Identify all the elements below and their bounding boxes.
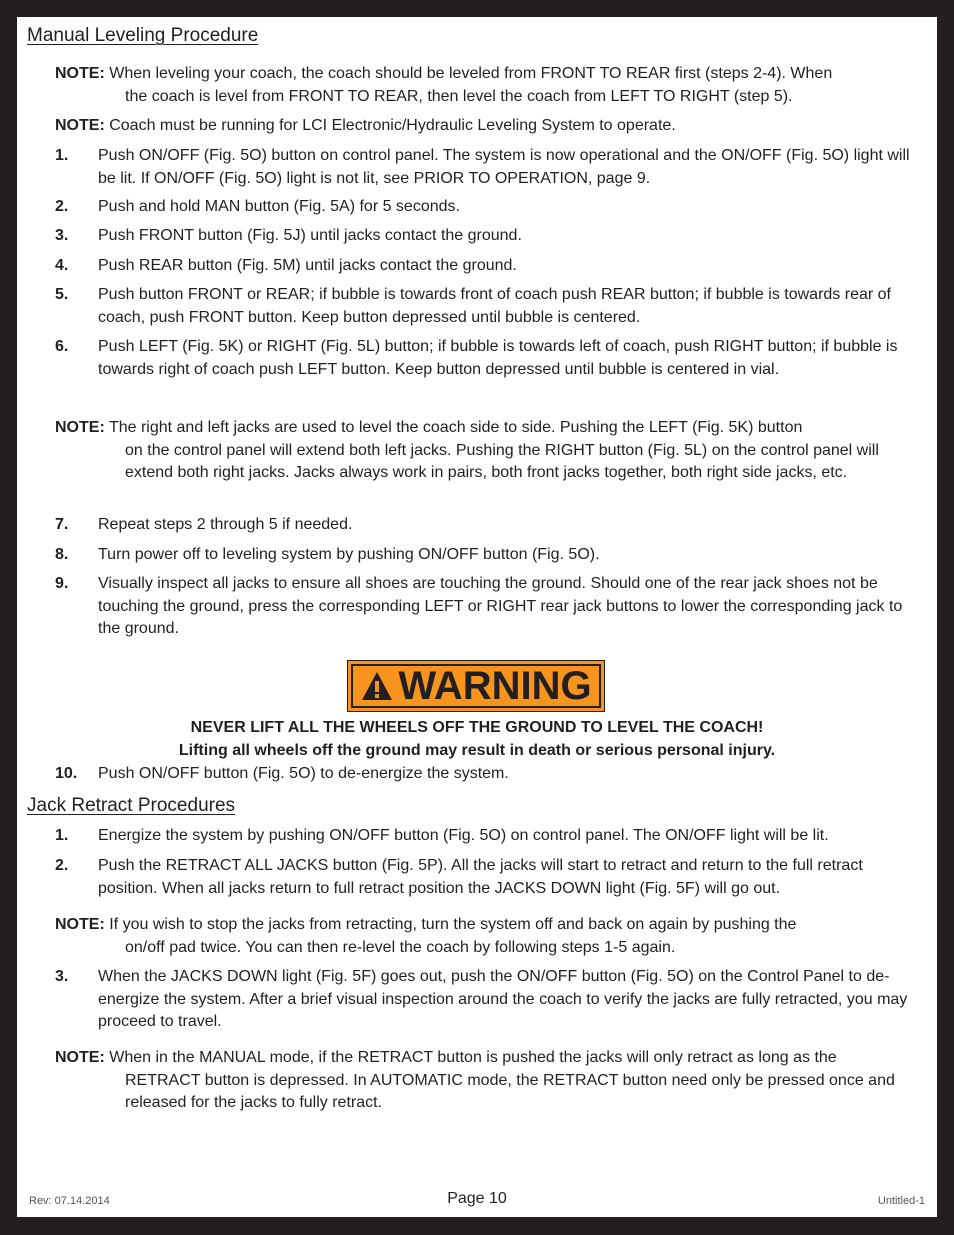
step-number: 4. bbox=[55, 257, 69, 274]
step-item bbox=[55, 966, 915, 1034]
step-text: Push ON/OFF (Fig. 5O) button on control panel. The system is now operational and the ON/OFF (Fig. 5O) light will be lit. If ON/OFF (Fig. 5O) light is not lit, see PRIOR TO OPERATION, page 9. bbox=[98, 147, 910, 187]
step-item bbox=[55, 145, 915, 190]
step-number: 8. bbox=[55, 546, 69, 563]
step-item bbox=[55, 284, 915, 329]
note-text: When in the MANUAL mode, if the RETRACT button is pushed the jacks will only retract as long as the bbox=[109, 1049, 837, 1066]
note-text: Coach must be running for LCI Electronic/Hydraulic Leveling System to operate. bbox=[104, 117, 676, 134]
note-stop-retracting bbox=[55, 914, 905, 959]
step-number: 3. bbox=[55, 968, 69, 985]
step-item bbox=[55, 855, 915, 900]
step-text: Push FRONT button (Fig. 5J) until jacks contact the ground. bbox=[98, 227, 522, 244]
step-number: 10. bbox=[55, 765, 78, 782]
step-text: Turn power off to leveling system by pushing ON/OFF button (Fig. 5O). bbox=[98, 546, 600, 563]
step-number: 9. bbox=[55, 575, 69, 592]
step-item bbox=[55, 196, 915, 219]
note-label: NOTE: bbox=[55, 916, 105, 933]
footer-filename: Untitled-1 bbox=[877, 1195, 925, 1207]
note-text: When leveling your coach, the coach should be leveled from FRONT TO REAR first (steps 2-4). When bbox=[109, 65, 833, 82]
note-label: NOTE: bbox=[55, 419, 105, 436]
note-left-right-jacks bbox=[55, 417, 905, 485]
page-number: Page 10 bbox=[447, 1190, 507, 1207]
step-number: 5. bbox=[55, 286, 69, 303]
note-text: The right and left jacks are used to level the coach side to side. Pushing the LEFT (Fig. 5K) button bbox=[108, 419, 803, 436]
step-item bbox=[55, 514, 915, 537]
warning-line-2: Lifting all wheels off the ground may result in death or serious personal injury. bbox=[178, 742, 776, 759]
step-number: 1. bbox=[55, 147, 69, 164]
step-text: Push and hold MAN button (Fig. 5A) for 5 seconds. bbox=[98, 198, 460, 215]
step-number: 1. bbox=[55, 827, 69, 844]
step-text: Push ON/OFF button (Fig. 5O) to de-energize the system. bbox=[98, 765, 509, 782]
step-number: 2. bbox=[55, 198, 69, 215]
note-coach-running bbox=[55, 115, 905, 138]
note-manual-mode-retract bbox=[55, 1047, 905, 1115]
step-item bbox=[55, 225, 915, 248]
note-text-continued: the coach is level from FRONT TO REAR, then level the coach from LEFT TO RIGHT (step 5). bbox=[125, 87, 793, 105]
footer-revision: Rev: 07.14.2014 bbox=[29, 1195, 110, 1207]
step-item bbox=[55, 763, 915, 786]
note-label: NOTE: bbox=[55, 65, 105, 82]
step-number: 6. bbox=[55, 338, 69, 355]
document-page bbox=[17, 17, 937, 1217]
section-title-jack-retract: Jack Retract Procedures bbox=[27, 795, 236, 816]
warning-triangle-icon bbox=[360, 670, 394, 702]
step-item bbox=[55, 573, 915, 641]
step-number: 3. bbox=[55, 227, 69, 244]
step-item bbox=[55, 544, 915, 567]
step-text: Repeat steps 2 through 5 if needed. bbox=[98, 516, 353, 533]
step-text: Push button FRONT or REAR; if bubble is towards front of coach push REAR button; if bubble is towards rear of coach, push FRONT button. Keep button depressed until bubble is centered. bbox=[98, 286, 891, 326]
step-item bbox=[55, 255, 915, 278]
note-label: NOTE: bbox=[55, 117, 105, 134]
step-text: Energize the system by pushing ON/OFF button (Fig. 5O) on control panel. The ON/OFF light will be lit. bbox=[98, 827, 829, 844]
step-text: Visually inspect all jacks to ensure all shoes are touching the ground. Should one of the rear jack shoes not be touching the ground, press the corresponding LEFT or RIGHT rear jack buttons to lower the corresponding jack to the ground. bbox=[98, 575, 903, 637]
note-label: NOTE: bbox=[55, 1049, 105, 1066]
note-text-continued: on/off pad twice. You can then re-level the coach by following steps 1-5 again. bbox=[125, 938, 676, 956]
step-number: 2. bbox=[55, 857, 69, 874]
note-text-continued: RETRACT button is depressed. In AUTOMATIC mode, the RETRACT button need only be pressed once and released for the jacks to fully retract. bbox=[125, 1071, 895, 1111]
step-item bbox=[55, 825, 915, 848]
warning-line-1: NEVER LIFT ALL THE WHEELS OFF THE GROUND TO LEVEL THE COACH! bbox=[190, 719, 764, 736]
note-text-continued: on the control panel will extend both left jacks. Pushing the RIGHT button (Fig. 5L) on the control panel will extend both right jacks. Jacks always work in pairs, both front jacks together, both right side jacks, etc. bbox=[125, 441, 879, 481]
note-text: If you wish to stop the jacks from retracting, turn the system off and back on again by pushing the bbox=[109, 916, 797, 933]
step-text: Push the RETRACT ALL JACKS button (Fig. 5P). All the jacks will start to retract and return to the full retract position. When all jacks return to full retract position the JACKS DOWN light (Fig. 5F) will go out. bbox=[98, 857, 863, 897]
step-text: Push REAR button (Fig. 5M) until jacks contact the ground. bbox=[98, 257, 517, 274]
step-item bbox=[55, 336, 915, 381]
step-text: Push LEFT (Fig. 5K) or RIGHT (Fig. 5L) button; if bubble is towards left of coach, push RIGHT button; if bubble is towards right of coach push LEFT button. Keep button depressed until bubble is centered in vial. bbox=[98, 338, 898, 378]
step-text: When the JACKS DOWN light (Fig. 5F) goes out, push the ON/OFF button (Fig. 5O) on the Control Panel to de-energize the system. After a brief visual inspection around the coach to verify the jacks are fully retracted, you may proceed to travel. bbox=[98, 968, 908, 1030]
step-number: 7. bbox=[55, 516, 69, 533]
warning-word: WARNING bbox=[398, 664, 592, 708]
note-leveling-order bbox=[55, 63, 905, 108]
section-title-manual-leveling: Manual Leveling Procedure bbox=[27, 25, 259, 46]
warning-sign bbox=[347, 660, 605, 712]
